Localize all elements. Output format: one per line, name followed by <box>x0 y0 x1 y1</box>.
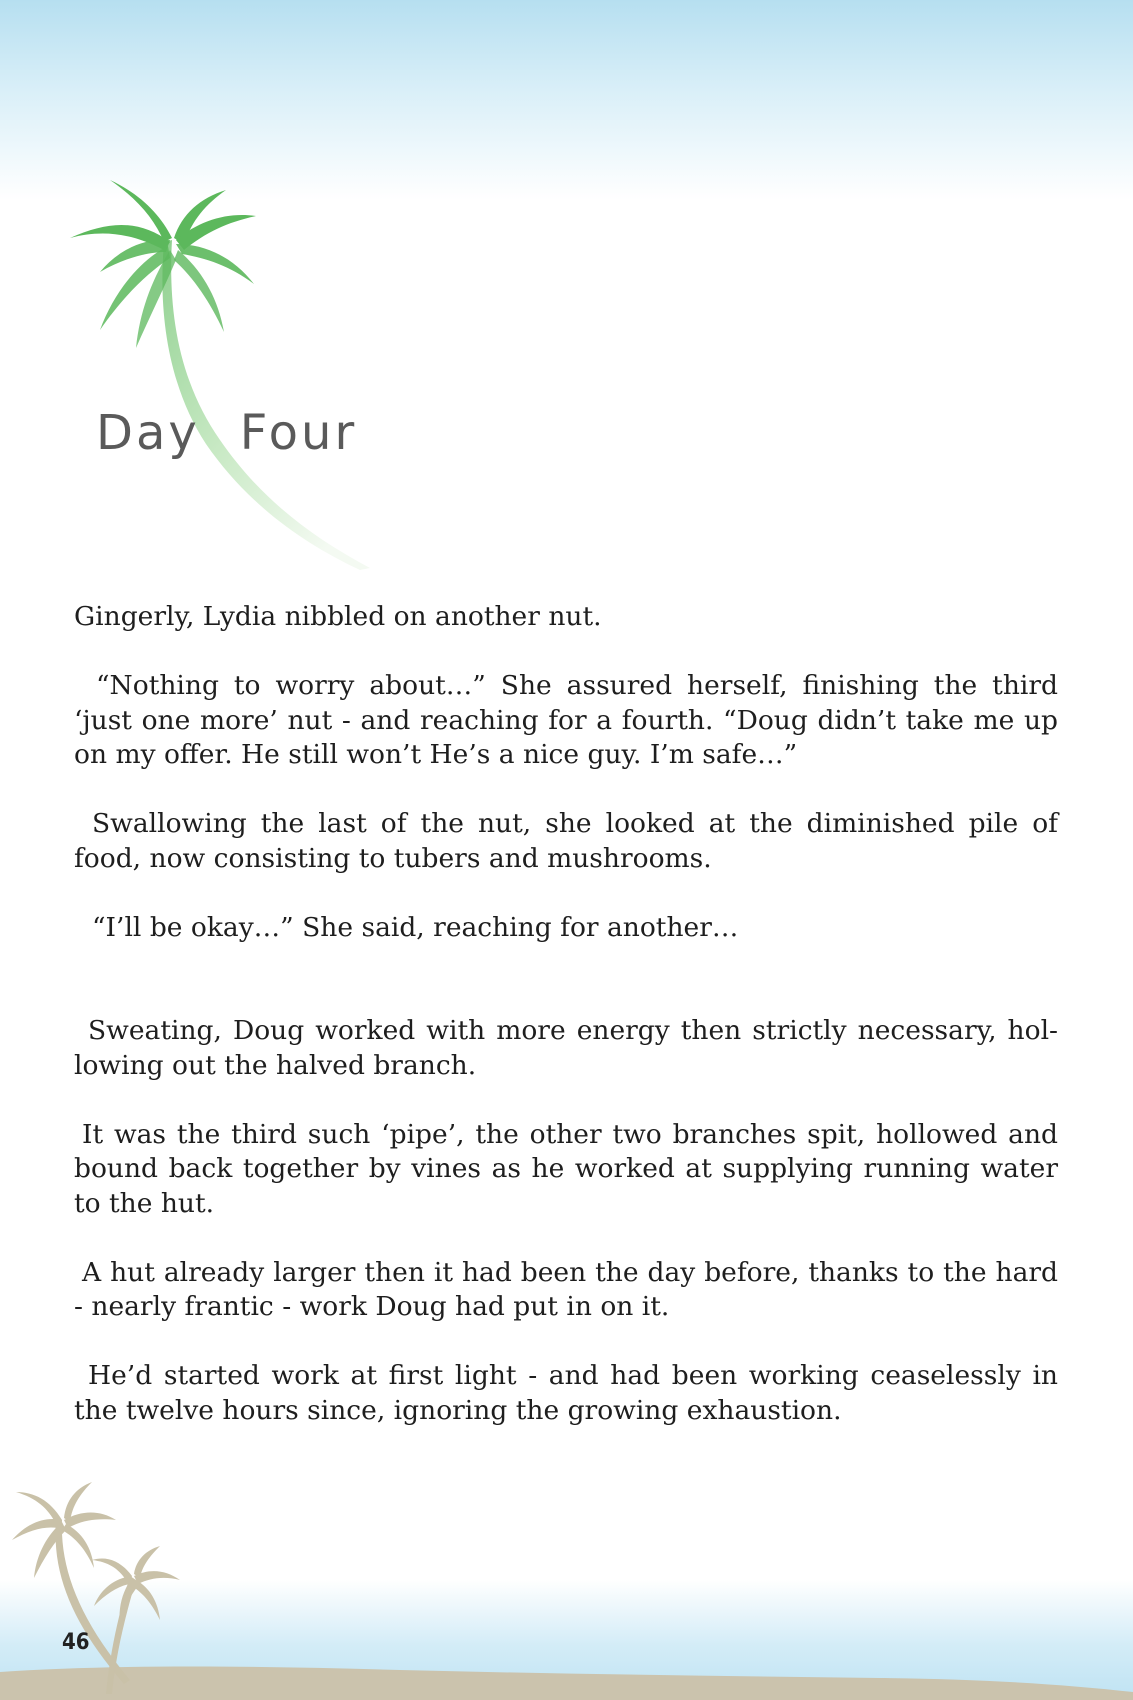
page-number: 46 <box>62 1630 90 1655</box>
paragraph: A hut already larger then it had been the day before, thanks to the hard - nearly frantic - work Doug had put in on it. <box>74 1256 1058 1322</box>
paragraph: It was the third such ‘pipe’, the other two branches spit, hollowed and bound back together by vines as he worked at supplying running water to the hut. <box>74 1118 1058 1219</box>
paragraph: “I’ll be okay…” She said, reaching for another… <box>92 911 739 943</box>
chapter-heading <box>96 405 357 461</box>
chapter-heading-word1: Day <box>96 405 200 461</box>
paragraph: Sweating, Doug worked with more energy then strictly necessary, hol-lowing out the halved branch. <box>74 1015 1058 1081</box>
story-text <box>74 600 1058 1463</box>
paragraph: Swallowing the last of the nut, she looked at the diminished pile of food, now consisting to tubers and mushrooms. <box>74 808 1058 874</box>
chapter-heading-word2: Four <box>239 405 358 461</box>
beach-palms-icon <box>10 1480 200 1700</box>
paragraph: He’d started work at first light - and had been working ceaselessly in the twelve hours since, ignoring the growing exhaustion. <box>74 1360 1058 1426</box>
palm-tree-icon <box>60 180 400 570</box>
paragraph: “Nothing to worry about…” She assured herself, finishing the third ‘just one more’ nut - and reaching for a fourth. “Doug didn’t take me up on my offer. He still won’t He’s a nice guy. I’m safe…” <box>74 670 1058 770</box>
paragraph: Gingerly, Lydia nibbled on another nut. <box>74 601 602 632</box>
